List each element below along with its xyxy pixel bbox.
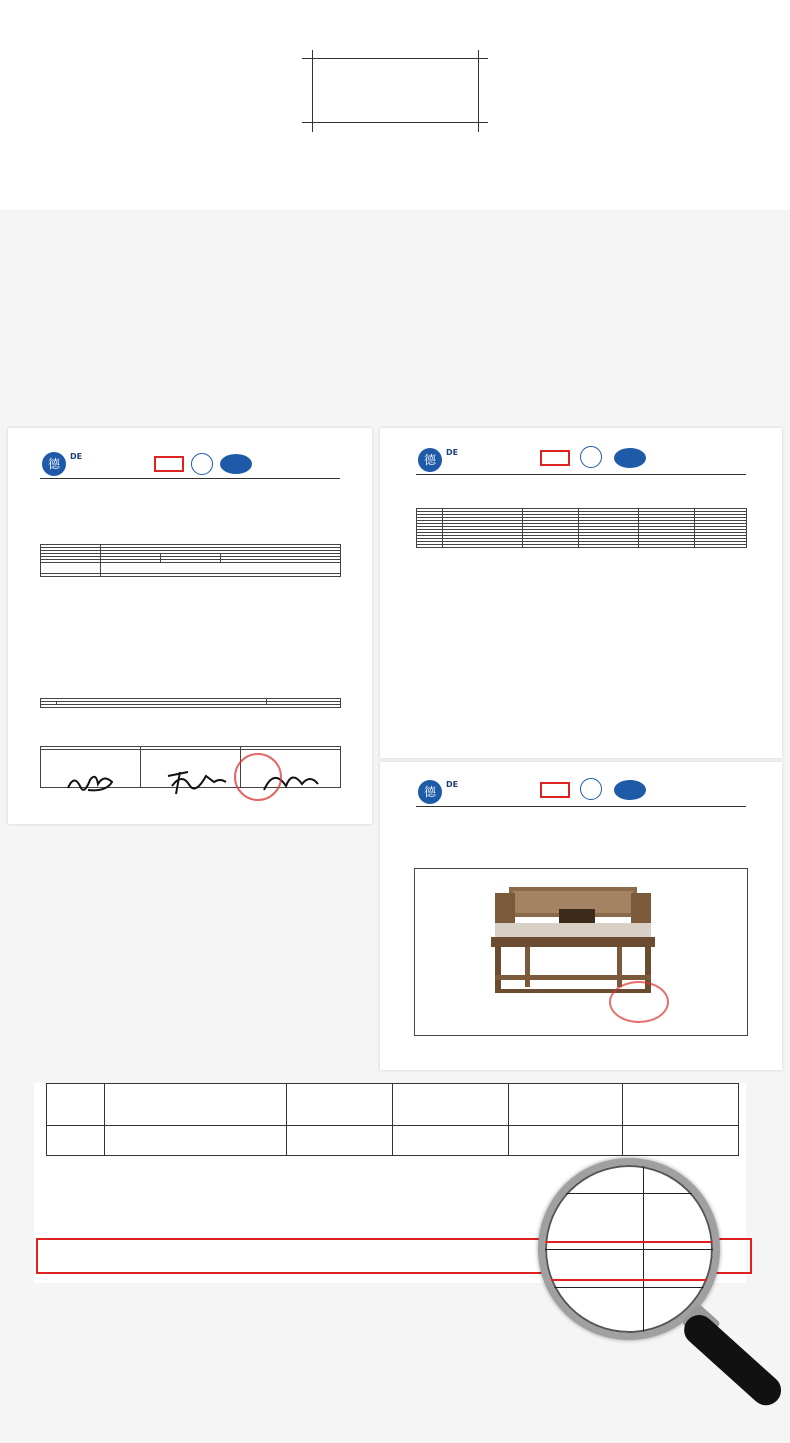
de-logo-icon: 德: [42, 452, 66, 476]
header: [0, 0, 790, 210]
cnas-logo-icon: [220, 454, 252, 474]
de-logo-icon: 德: [418, 780, 442, 804]
ilac-logo-icon: [580, 778, 602, 800]
report-info-table: [40, 544, 341, 577]
lab-name: DE: [70, 452, 83, 461]
report-cover-page: [8, 428, 372, 824]
report-photo-page: [380, 762, 782, 1070]
cma-logo-icon: [540, 450, 570, 466]
ilac-logo-icon: [580, 446, 602, 468]
cma-logo-icon: [540, 782, 570, 798]
report-results-page: [380, 428, 782, 758]
cnas-logo-icon: [614, 448, 646, 468]
stamp: [609, 981, 669, 1023]
results-table: [416, 508, 747, 548]
stamp: [234, 753, 282, 801]
cnas-logo-icon: [614, 780, 646, 800]
judgement-table: [40, 698, 341, 708]
lab-name: DE: [446, 780, 459, 789]
ilac-logo-icon: [191, 453, 213, 475]
cma-logo-icon: [154, 456, 184, 472]
signatures: [40, 760, 340, 802]
photo-frame: [414, 868, 748, 1036]
de-logo-icon: 德: [418, 448, 442, 472]
title-frame: [302, 50, 488, 132]
table-row: [417, 545, 747, 548]
lab-name: DE: [446, 448, 459, 457]
zoom-table: [46, 1083, 739, 1156]
